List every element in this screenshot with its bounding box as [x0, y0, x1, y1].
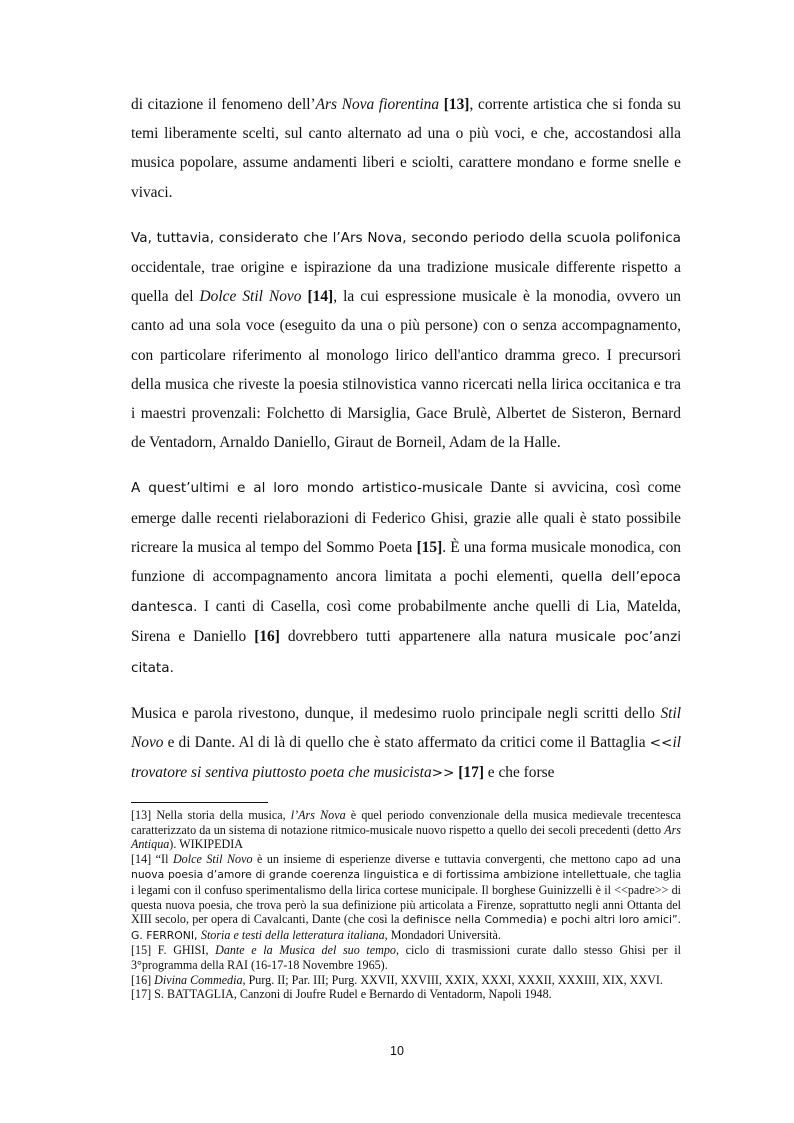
page-number: 10 [390, 1044, 404, 1058]
text-run: , Purg. II; Par. III; Purg. XXVII, XXVIII, XXIX, XXXI, XXXII, XXXIII, XIX, XXVI. [242, 972, 663, 987]
footnote-13 [131, 808, 681, 852]
footnote-15 [131, 943, 681, 972]
paragraph-dante-musica [131, 473, 681, 682]
footnote-17 [131, 987, 681, 1002]
text-run: , corrente artistica che si fonda su temi liberamente scelti, sul canto alternato ad una o più voci, e che, accostandosi alla musica popolare, assume andamenti liberi e sciolti, carattere mondano e forme snelle e vivaci. [131, 96, 681, 201]
text-run: Dante si avvicina, così come emerge dalle recenti rielaborazioni di Federico Ghisi, grazie alle quali è stato possibile ricreare la musica al tempo del Sommo Poeta [131, 479, 681, 556]
footnote-separator [131, 802, 268, 803]
text-run: . È una forma musicale monodica, con funzione di accompagnamento ancora limitata a pochi elementi, [131, 538, 681, 586]
author-name: G. FERRONI, [131, 928, 201, 942]
text-run: che taglia i legami con il confuso sperimentalismo della lirica cortese municipale. Il borghese Guinizzelli è il <<padre>> di questa nuova poesia, che trova però la sua definizione più articolata a Firenze, soprattutto negli anni Ottanta del XIII secolo, per opera di Cavalcanti, Dante (che così la [131, 867, 681, 927]
citation-ref-13: [13] [443, 96, 470, 113]
citation-ref-16: [16] [254, 628, 280, 646]
text-run: occidentale, trae origine e ispirazione da una tradizione musicale differente rispetto a quella del [131, 259, 681, 306]
text-run: Nella storia della musica, [156, 808, 291, 822]
italic-term: l’Ars Nova [290, 808, 346, 822]
citation-ref-14: [14] [307, 288, 334, 306]
text-run: , ciclo di trasmissioni curate dallo stesso Ghisi per il 3°programma della RAI (16-17-18 Novembre 1965). [131, 943, 681, 972]
text-run: musicale poc’anzi citata. [131, 629, 681, 676]
footnotes [131, 808, 681, 1002]
text-run: F. GHISI, [157, 943, 216, 958]
footnote-14 [131, 852, 681, 944]
text-run: è quel periodo convenzionale della musica medievale trecentesca caratterizzato da un sistema di notazione ritmico-musicale nuovo rispetto a quello dei secoli precedenti (detto [131, 808, 681, 837]
italic-term: Dolce Stil Novo [172, 851, 253, 866]
text-run: Musica e parola rivestono, dunque, il medesimo ruolo principale negli scritti dello [131, 704, 661, 722]
footnote-16 [131, 973, 681, 988]
footnote-number: [16] [131, 972, 155, 987]
document-body [131, 90, 681, 804]
text-run: è un insieme di esperienze diverse e tuttavia convergenti, che mettono capo [252, 851, 643, 866]
text-run: quella dell’epoca dantesca. [131, 569, 682, 616]
italic-term: Ars Nova fiorentina [315, 96, 440, 113]
footnote-number: [15] [131, 943, 158, 958]
text-run: ad una nuova poesia d’amore di grande coerenza linguistica e di fortissima ambizione intellettuale, [131, 852, 682, 882]
text-run: e che forse [483, 764, 555, 782]
quote-open: << [649, 735, 673, 752]
italic-term: Dolce Stil Novo [199, 288, 302, 306]
paragraph-dolce-stil-novo [131, 223, 681, 458]
footnote-number: [17] [131, 987, 155, 1002]
text-run: , la cui espressione musicale è la monodia, ovvero un canto ad una sola voce (eseguito da una o più persone) con o senza accompagnamento, con particolare riferimento al monologo lirico dell'antico dramma greco. I precursori della musica che riveste la poesia stilnovistica vanno ricercati nella lirica occitanica e tra i maestri provenzali: Folchetto di Marsiglia, Gace Brulè, Albertet de Sisteron, Bernard de Ventadorn, Arnaldo Daniello, Giraut de Borneil, Adam de la Halle. [131, 288, 681, 452]
text-run: I canti di Casella, così come probabilmente anche quelli di Lia, Matelda, Sirena e Daniello [131, 598, 681, 646]
text-run: ). WIKIPEDIA [169, 837, 243, 852]
text-run: “Il [155, 851, 173, 866]
book-title: Dante e la Musica del suo tempo [215, 943, 396, 958]
text-run: S. BATTAGLIA, Canzoni di Joufre Rudel e Bernardo di Ventadorm, Napoli 1948. [154, 987, 552, 1002]
text-run: , Mondadori Università. [384, 927, 501, 942]
citation-ref-15: [15] [416, 538, 443, 556]
paragraph-musica-parola [131, 699, 681, 789]
footnote-number: [13] [131, 808, 157, 822]
italic-term: Stil Novo [131, 704, 681, 752]
quote-close: >> [431, 765, 455, 782]
quotation: il trovatore si sentiva piuttosto poeta che musicista [131, 734, 681, 782]
text-run: dovrebbero tutti appartenere alla natura [279, 628, 556, 646]
text-run: di citazione il fenomeno dell’ [131, 96, 316, 113]
text-run: Va, tuttavia, considerato che l’Ars Nova, secondo periodo della scuola polifonica [131, 229, 681, 246]
book-title: Storia e testi della letteratura italiana [200, 927, 385, 942]
paragraph-ars-nova-fiorentina [131, 90, 681, 207]
book-title: Divina Commedia [154, 972, 243, 987]
text-run: e di Dante. Al di là di quello che è stato affermato da critici come il Battaglia [163, 734, 650, 752]
text-run: definisce nella Commedia) e pochi altri loro amici”. [402, 913, 681, 927]
italic-term: Ars Antiqua [131, 822, 681, 852]
text-run: A quest’ultimi e al loro mondo artistico-musicale [131, 480, 483, 497]
citation-ref-17: [17] [458, 764, 484, 782]
footnote-number: [14] [131, 851, 156, 866]
